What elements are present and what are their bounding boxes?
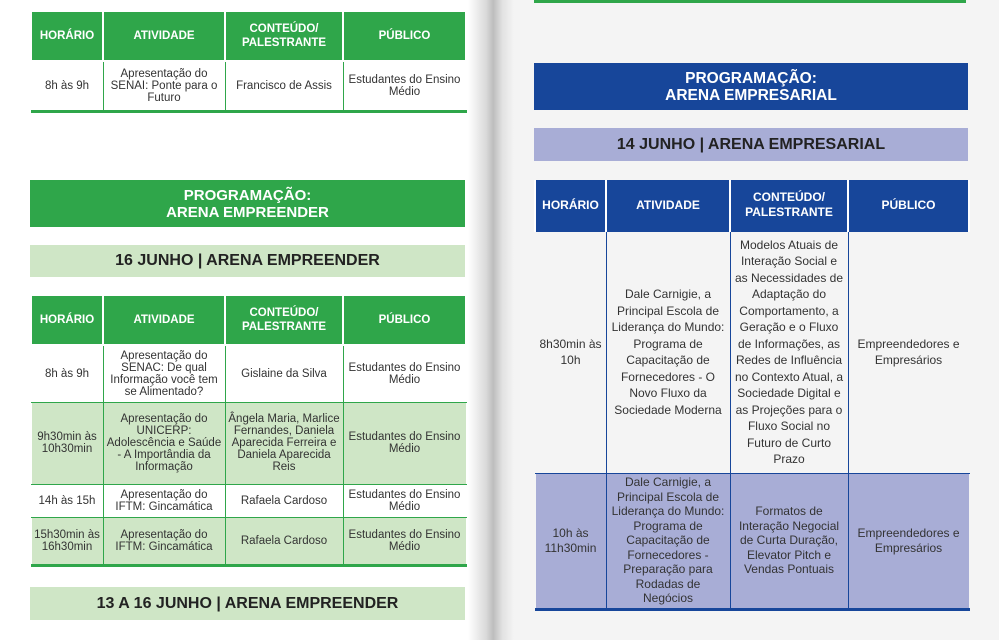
- schedule-table-empresarial: [534, 180, 970, 611]
- cell-conteudo: Rafaela Cardoso: [225, 517, 343, 565]
- header-atividade: ATIVIDADE: [103, 11, 225, 61]
- cell-horario: 8h30min às 10h: [535, 231, 606, 473]
- header-conteudo: CONTEÚDO/ PALESTRANTE: [730, 180, 848, 231]
- day-header-16-junho: 16 JUNHO | ARENA EMPREENDER: [30, 245, 465, 277]
- header-conteudo: CONTEÚDO/ PALESTRANTE: [225, 295, 343, 345]
- banner-line-1: PROGRAMAÇÃO:: [685, 69, 817, 87]
- cell-horario: 14h às 15h: [31, 484, 103, 517]
- header-atividade: ATIVIDADE: [606, 180, 730, 231]
- cell-horario: 8h às 9h: [31, 345, 103, 402]
- cell-conteudo: Rafaela Cardoso: [225, 484, 343, 517]
- banner-line-1: PROGRAMAÇÃO:: [183, 186, 312, 204]
- cell-publico: Estudantes do Ensino Médio: [343, 345, 466, 402]
- cell-publico: Estudantes do Ensino Médio: [343, 402, 466, 484]
- cell-publico: Empreendedores e Empresários: [848, 473, 969, 609]
- table-header: [31, 11, 466, 61]
- table-row: [535, 473, 969, 609]
- header-publico: PÚBLICO: [343, 295, 466, 345]
- cell-atividade: Apresentação do UNICERP: Adolescência e Saúde - A Importândia da Informação: [103, 402, 225, 484]
- cell-atividade: Apresentação do SENAI: Ponte para o Futuro: [103, 61, 225, 111]
- page-gutter: [468, 0, 514, 640]
- day-header-13-16-junho: 13 A 16 JUNHO | ARENA EMPREENDER: [30, 587, 465, 620]
- cell-atividade: Dale Carnigie, a Principal Escola de Liderança do Mundo: Programa de Capacitação de Fornecedores - O Novo Fluxo da Sociedade Moderna: [606, 231, 730, 473]
- table-row: [31, 345, 466, 402]
- cell-horario: 10h às 11h30min: [535, 473, 606, 609]
- cell-conteudo: Formatos de Interação Negocial de Curta Duração, Elevator Pitch e Vendas Pontuais: [730, 473, 848, 609]
- arena-empreender-banner: [30, 180, 465, 227]
- cell-publico: Empreendedores e Empresários: [848, 231, 969, 473]
- schedule-table-top: [30, 10, 467, 113]
- cell-publico: Estudantes do Ensino Médio: [343, 61, 466, 111]
- header-horario: HORÁRIO: [535, 180, 606, 231]
- table-row: [535, 231, 969, 473]
- header-atividade: ATIVIDADE: [103, 295, 225, 345]
- cell-atividade: Apresentação do IFTM: Gincamática: [103, 517, 225, 565]
- arena-empresarial-banner: [534, 63, 968, 110]
- table-row: [31, 61, 466, 111]
- header-publico: PÚBLICO: [343, 11, 466, 61]
- day-header-14-junho: 14 JUNHO | ARENA EMPRESARIAL: [534, 128, 968, 161]
- table-row: [31, 517, 466, 565]
- table-row: [31, 402, 466, 484]
- cell-horario: 8h às 9h: [31, 61, 103, 111]
- cell-atividade: Dale Carnigie, a Principal Escola de Liderança do Mundo: Programa de Capacitação de Fornecedores - Preparação para Rodadas de Negócios: [606, 473, 730, 609]
- top-table-border: [534, 0, 966, 3]
- cell-publico: Estudantes do Ensino Médio: [343, 484, 466, 517]
- cell-horario: 9h30min às 10h30min: [31, 402, 103, 484]
- cell-conteudo: Modelos Atuais de Interação Social e as Necessidades de Adaptação do Comportamento, a Geração e o Fluxo de Informações, as Redes de Influência no Contexto Atual, a Sociedade Digital e as Projeções para o Fluxo Social no Futuro de Curto Prazo: [730, 231, 848, 473]
- banner-line-2: ARENA EMPREENDER: [166, 203, 329, 221]
- cell-horario: 15h30min às 16h30min: [31, 517, 103, 565]
- cell-atividade: Apresentação do IFTM: Gincamática: [103, 484, 225, 517]
- cell-conteudo: Gislaine da Silva: [225, 345, 343, 402]
- header-horario: HORÁRIO: [31, 295, 103, 345]
- cell-conteudo: Ângela Maria, Marlice Fernandes, Daniela Aparecida Ferreira e Daniela Aparecida Reis: [225, 402, 343, 484]
- table-header: [31, 295, 466, 345]
- header-horario: HORÁRIO: [31, 11, 103, 61]
- table-header: [535, 180, 969, 231]
- header-publico: PÚBLICO: [848, 180, 969, 231]
- cell-conteudo: Francisco de Assis: [225, 61, 343, 111]
- schedule-table-empreender: [30, 294, 467, 567]
- header-conteudo: CONTEÚDO/ PALESTRANTE: [225, 11, 343, 61]
- cell-atividade: Apresentação do SENAC: De qual Informação você tem se Alimentado?: [103, 345, 225, 402]
- banner-line-2: ARENA EMPRESARIAL: [665, 86, 837, 104]
- table-row: [31, 484, 466, 517]
- cell-publico: Estudantes do Ensino Médio: [343, 517, 466, 565]
